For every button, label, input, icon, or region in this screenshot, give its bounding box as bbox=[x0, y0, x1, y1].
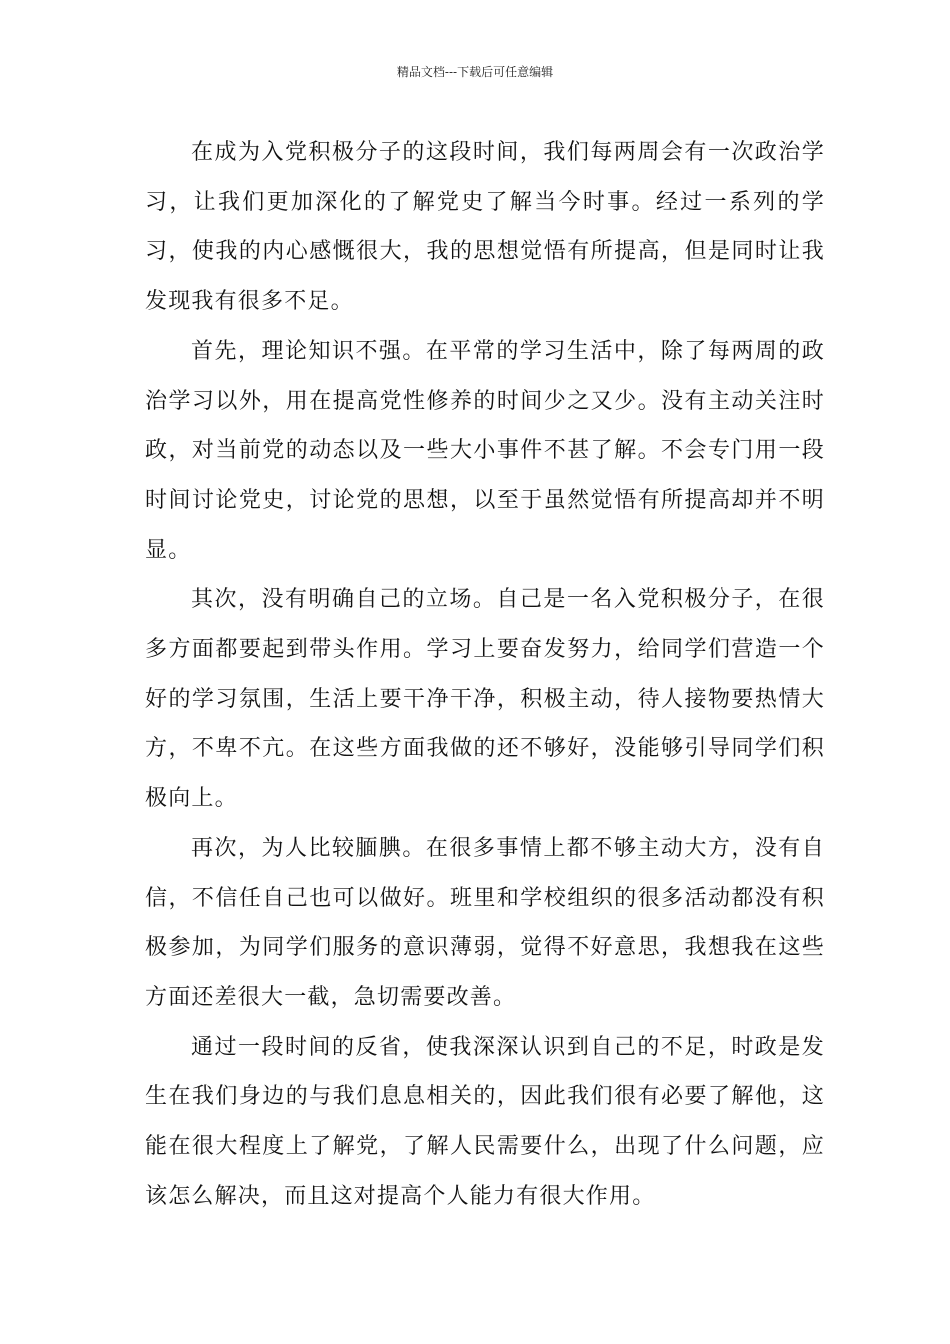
paragraph-intro: 在成为入党积极分子的这段时间，我们每两周会有一次政治学习，让我们更加深化的了解党史了解当今时事。经过一系列的学习，使我的内心感慨很大，我的思想觉悟有所提高，但是同时让我发现我有很多不足。 bbox=[145, 140, 825, 315]
document-body bbox=[145, 128, 825, 1221]
paragraph-conclusion: 通过一段时间的反省，使我深深认识到自己的不足，时政是发生在我们身边的与我们息息相关的，因此我们很有必要了解他，这能在很大程度上了解党，了解人民需要什么，出现了什么问题，应该怎么解决，而且这对提高个人能力有很大作用。 bbox=[145, 1034, 825, 1209]
paragraph-third: 再次，为人比较腼腆。在很多事情上都不够主动大方，没有自信，不信任自己也可以做好。班里和学校组织的很多活动都没有积极参加，为同学们服务的意识薄弱，觉得不好意思，我想我在这些方面还差很大一截，急切需要改善。 bbox=[145, 835, 825, 1010]
paragraph-first: 首先，理论知识不强。在平常的学习生活中，除了每两周的政治学习以外，用在提高党性修养的时间少之又少。没有主动关注时政，对当前党的动态以及一些大小事件不甚了解。不会专门用一段时间讨论党史，讨论党的思想，以至于虽然觉悟有所提高却并不明显。 bbox=[145, 338, 825, 563]
page-header: 精品文档---下载后可任意编辑 bbox=[396, 65, 554, 79]
paragraph-second: 其次，没有明确自己的立场。自己是一名入党积极分子，在很多方面都要起到带头作用。学习上要奋发努力，给同学们营造一个好的学习氛围，生活上要干净干净，积极主动，待人接物要热情大方，不卑不亢。在这些方面我做的还不够好，没能够引导同学们积极向上。 bbox=[145, 587, 825, 812]
